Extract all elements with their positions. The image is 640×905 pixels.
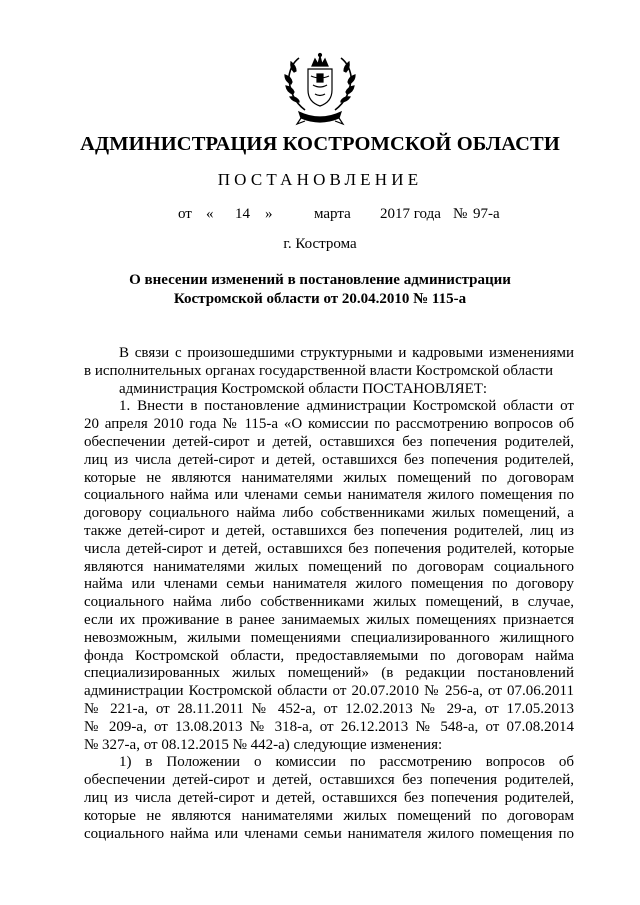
body-line: невозможным, жилыми помещениями специализированного жилищного [84, 629, 574, 646]
body-line: № 209-а, от 13.08.2013 № 318-а, от 26.12.2013 № 548-а, от 07.08.2014 [84, 718, 574, 735]
subject-line: О внесении изменений в постановление администрации [129, 272, 511, 288]
body-line: социального найма или членами семьи нанимателя жилого помещения по [84, 487, 574, 504]
date-year: 2017 года [380, 206, 441, 222]
document-body [84, 345, 574, 843]
city-name: г. Кострома [283, 236, 357, 252]
date-month: марта [314, 206, 351, 222]
coat-of-arms-emblem-icon [275, 50, 365, 130]
body-line: В связи с произошедшими структурными и кадровыми изменениями [119, 345, 574, 361]
body-line: числа детей-сирот и детей, оставшихся без попечения родителей, которые [84, 540, 574, 557]
body-line: социального найма либо собственниками жилых помещений, в случае, [84, 594, 574, 611]
subject-line: Костромской области от 20.04.2010 № 115-а [173, 291, 467, 307]
body-line: 1) в Положении о комиссии по рассмотрению вопросов об [119, 754, 574, 771]
body-line: договору социального найма либо собственниками жилых помещений, а [84, 505, 574, 522]
body-line: которые не являются нанимателями жилых помещений по договорам [84, 807, 574, 824]
body-line: № 221-а, от 28.11.2011 № 452-а, от 12.02.2013 № 29-а, от 17.05.2013 [84, 700, 574, 717]
body-line: лиц из числа детей-сирот и детей, оставшихся без попечения родителей, [84, 789, 574, 806]
body-line: специализированных жилых помещений» (в редакции постановлений [84, 665, 574, 682]
date-from-label: от [178, 206, 192, 222]
body-line: обеспечении детей-сирот и детей, оставшихся без попечения родителей, [84, 772, 574, 789]
date-quote-open: « [206, 206, 214, 222]
body-line: 20 апреля 2010 года № 115-а «О комиссии по рассмотрению вопросов об [84, 416, 574, 433]
document-number: 97-а [473, 206, 500, 222]
body-line: если их проживание в ранее занимаемых жилых помещениях признается [84, 611, 574, 628]
body-line: 1. Внести в постановление администрации Костромской области от [119, 398, 574, 415]
document-subject [0, 271, 640, 309]
body-line: лиц из числа детей-сирот и детей, оставшихся без попечения родителей, [84, 451, 574, 468]
number-sign: № [453, 206, 468, 222]
body-line: также детей-сирот и детей, оставшихся без попечения родителей, лиц из [84, 522, 574, 539]
body-line: № 327-а, от 08.12.2015 № 442-а) следующие изменения: [84, 736, 443, 753]
body-line: являются нанимателями жилых помещений по договорам социального [84, 558, 574, 575]
body-line: обеспечении детей-сирот и детей, оставшихся без попечения родителей, [84, 433, 574, 450]
body-line: фонда Костромской области, предоставляемыми по договорам найма [84, 647, 574, 664]
body-line: администрация Костромской области ПОСТАНОВЛЯЕТ: [119, 380, 488, 397]
date-day: 14 [235, 206, 250, 222]
organization-title: АДМИНИСТРАЦИЯ КОСТРОМСКОЙ ОБЛАСТИ [80, 133, 560, 155]
body-line: социального найма или членами семьи нанимателя жилого помещения по [84, 825, 574, 842]
body-line: администрации Костромской области от 20.07.2010 № 256-а, от 07.06.2011 [84, 683, 574, 700]
body-line: которые не являются нанимателями жилых помещений по договорам [84, 469, 574, 486]
body-line: найма или членами семьи нанимателя жилого помещения по договору [84, 576, 574, 593]
document-type-title: ПОСТАНОВЛЕНИЕ [217, 170, 423, 189]
date-quote-close: » [265, 206, 273, 222]
body-line: в исполнительных органах государственной власти Костромской области [84, 362, 554, 379]
